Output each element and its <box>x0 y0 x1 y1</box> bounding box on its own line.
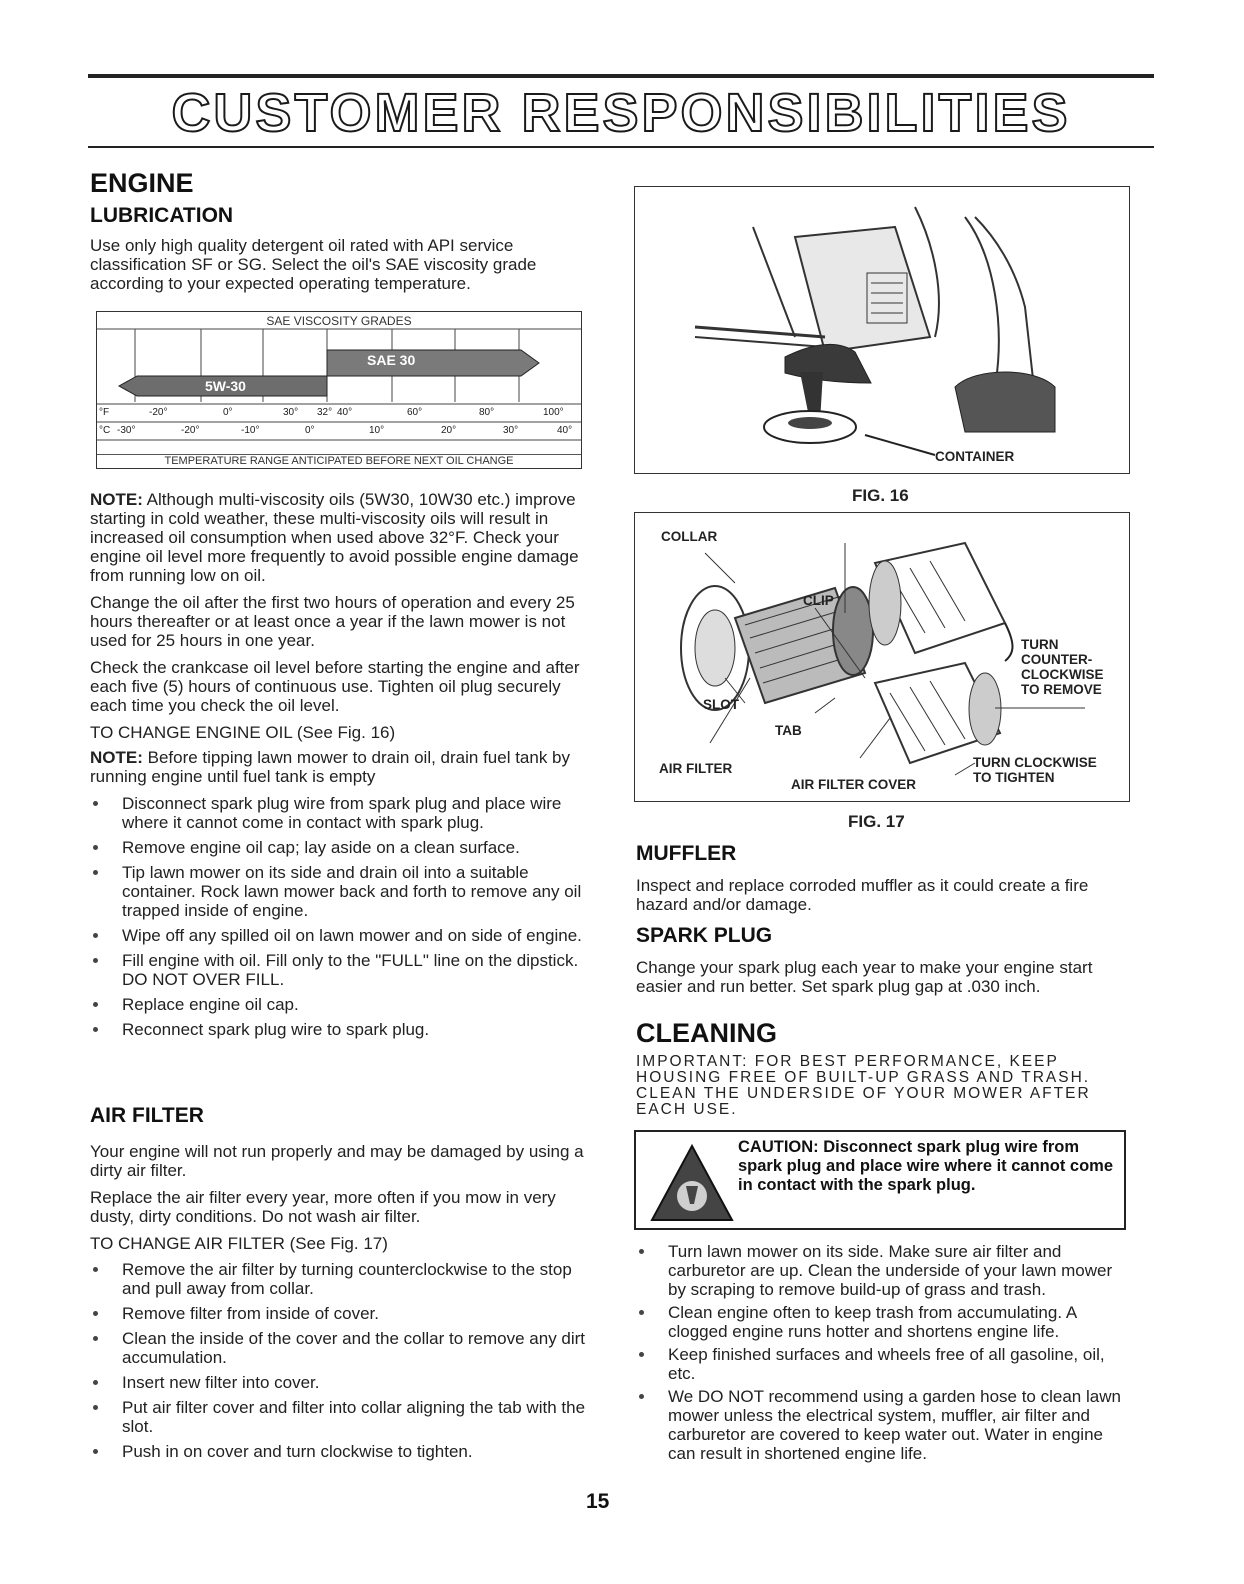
engine-note <box>90 490 588 585</box>
figure-16 <box>634 186 1130 474</box>
oil-drain-illustration <box>635 187 1129 473</box>
f-tick: 32° <box>317 407 333 418</box>
lubrication-intro: Use only high quality detergent oil rated with API service classification SF or SG. Select the oil's SAE viscosity grade according to your expected operating temperature. <box>90 236 537 293</box>
note2-label: NOTE: <box>90 748 143 767</box>
list-item: Remove the air filter by turning counterclockwise to the stop and pull away from collar. <box>90 1260 588 1298</box>
air-filter-para-1: Your engine will not run properly and may be damaged by using a dirty air filter. <box>90 1142 584 1180</box>
viscosity-chart-title: SAE VISCOSITY GRADES <box>266 314 412 328</box>
slot-label: SLOT <box>703 697 739 712</box>
oil-change-steps <box>90 794 588 1039</box>
engine-note-2 <box>90 748 588 786</box>
to-change-oil-heading: TO CHANGE ENGINE OIL (See Fig. 16) <box>90 723 396 742</box>
list-item: Replace engine oil cap. <box>90 995 588 1014</box>
warning-icon <box>650 1142 734 1226</box>
list-item: Fill engine with oil. Fill only to the "FULL" line on the dipstick. DO NOT OVER FILL. <box>90 951 588 989</box>
muffler-text: Inspect and replace corroded muffler as it could create a fire hazard and/or damage. <box>636 876 1089 914</box>
c-tick: 0° <box>305 425 315 436</box>
air-filter-cover-label: AIR FILTER COVER <box>791 777 917 792</box>
c-tick: 40° <box>557 425 573 436</box>
note2-text: Before tipping lawn mower to drain oil, drain fuel tank by running engine until fuel tank is empty <box>90 748 571 786</box>
list-item: Clean engine often to keep trash from accumulating. A clogged engine runs hotter and shortens engine life. <box>636 1303 1132 1341</box>
list-item: Put air filter cover and filter into collar aligning the tab with the slot. <box>90 1398 588 1436</box>
viscosity-chart-footer: TEMPERATURE RANGE ANTICIPATED BEFORE NEXT OIL CHANGE <box>97 454 581 467</box>
list-item: Remove engine oil cap; lay aside on a clean surface. <box>90 838 588 857</box>
figure-17 <box>634 512 1130 802</box>
f-tick: 80° <box>479 407 495 418</box>
list-item: Turn lawn mower on its side. Make sure air filter and carburetor are up. Clean the underside of your lawn mower by scraping to remove build-up of grass and trash. <box>636 1242 1132 1299</box>
engine-section <box>90 168 588 293</box>
cleaning-section <box>636 1018 1132 1118</box>
f-tick: 100° <box>543 407 564 418</box>
page-title: CUSTOMER RESPONSIBILITIES <box>171 83 1071 143</box>
list-item: Reconnect spark plug wire to spark plug. <box>90 1020 588 1039</box>
f-tick: 0° <box>223 407 233 418</box>
list-item: Disconnect spark plug wire from spark plug and place wire where it cannot come in contact with spark plug. <box>90 794 588 832</box>
container-label: CONTAINER <box>935 449 1015 464</box>
f-tick: -20° <box>149 407 168 418</box>
turn-ccw-label: TURN COUNTER- CLOCKWISE TO REMOVE <box>1021 637 1104 697</box>
lubrication-heading: LUBRICATION <box>90 204 234 227</box>
cleaning-steps-section <box>636 1242 1132 1463</box>
air-filter-section <box>90 1104 588 1461</box>
f-tick: 40° <box>337 407 353 418</box>
list-item: Clean the inside of the cover and the collar to remove any dirt accumulation. <box>90 1329 588 1367</box>
clip-label: CLIP <box>803 593 834 608</box>
c-tick: -10° <box>241 425 260 436</box>
turn-cw-label: TURN CLOCKWISE TO TIGHTEN <box>973 755 1097 785</box>
list-item: Push in on cover and turn clockwise to tighten. <box>90 1442 588 1461</box>
note-label: NOTE: <box>90 490 143 509</box>
header-rule-bottom <box>88 146 1154 148</box>
f-tick: 30° <box>283 407 299 418</box>
f-tick: 60° <box>407 407 423 418</box>
to-change-air-filter-heading: TO CHANGE AIR FILTER (See Fig. 17) <box>90 1234 388 1253</box>
c-tick: 20° <box>441 425 457 436</box>
muffler-heading: MUFFLER <box>636 842 737 865</box>
cleaning-steps <box>636 1242 1132 1463</box>
oil-change-interval: Change the oil after the first two hours of operation and every 25 hours thereafter or at least once a year if the lawn mower is not used for 25 hours in one year. <box>90 593 575 650</box>
cleaning-heading: CLEANING <box>636 1018 777 1048</box>
list-item: Remove filter from inside of cover. <box>90 1304 588 1323</box>
list-item: We DO NOT recommend using a garden hose to clean lawn mower unless the electrical system, muffler, air filter and carburetor are covered to keep water out. Water in engine can result in shortened engine life. <box>636 1387 1132 1463</box>
page-number: 15 <box>586 1490 610 1513</box>
sae30-bar <box>327 350 539 376</box>
c-tick: -30° <box>117 425 136 436</box>
cleaning-important: IMPORTANT: FOR BEST PERFORMANCE, KEEP HOUSING FREE OF BUILT-UP GRASS AND TRASH. CLEAN THE UNDERSIDE OF YOUR MOWER AFTER EACH USE. <box>636 1053 1091 1118</box>
engine-heading: ENGINE <box>90 168 194 198</box>
spark-plug-heading: SPARK PLUG <box>636 924 773 947</box>
figure-17-caption: FIG. 17 <box>848 812 905 831</box>
air-filter-para-2: Replace the air filter every year, more often if you mow in very dusty, dirty conditions. Do not wash air filter. <box>90 1188 556 1226</box>
list-item: Keep finished surfaces and wheels free of all gasoline, oil, etc. <box>636 1345 1132 1383</box>
figure-16-caption: FIG. 16 <box>852 486 909 505</box>
collar-label: COLLAR <box>661 529 718 544</box>
engine-notes <box>90 490 588 1039</box>
sae30-bar-label: SAE 30 <box>367 352 416 368</box>
note-text: Although multi-viscosity oils (5W30, 10W30 etc.) improve starting in cold weather, these multi-viscosity oils will result in increased oil consumption when used above 32°F. Check your engine oil level more frequently to avoid possible engine damage from running low on oil. <box>90 490 579 585</box>
viscosity-chart <box>96 311 582 469</box>
air-filter-label: AIR FILTER <box>659 761 733 776</box>
celsius-unit: °C <box>99 425 111 436</box>
tab-label: TAB <box>775 723 802 738</box>
c-tick: -20° <box>181 425 200 436</box>
air-filter-heading: AIR FILTER <box>90 1104 204 1127</box>
list-item: Insert new filter into cover. <box>90 1373 588 1392</box>
c-tick: 30° <box>503 425 519 436</box>
muffler-spark-section <box>636 842 1132 996</box>
list-item: Wipe off any spilled oil on lawn mower and on side of engine. <box>90 926 588 945</box>
5w30-bar-label: 5W-30 <box>205 378 246 394</box>
viscosity-chart-graphic <box>97 312 581 468</box>
air-filter-steps <box>90 1260 588 1461</box>
oil-check-instructions: Check the crankcase oil level before starting the engine and after each five (5) hours of continuous use. Tighten oil plug securely each time you check the oil level. <box>90 658 580 715</box>
caution-box <box>634 1130 1126 1230</box>
caution-text: CAUTION: Disconnect spark plug wire from spark plug and place wire where it cannot come in contact with the spark plug. <box>738 1138 1114 1194</box>
c-tick: 10° <box>369 425 385 436</box>
header-rule-top <box>88 74 1154 78</box>
fahrenheit-unit: °F <box>99 407 110 418</box>
spark-plug-text: Change your spark plug each year to make your engine start easier and run better. Set spark plug gap at .030 inch. <box>636 958 1093 996</box>
list-item: Tip lawn mower on its side and drain oil into a suitable container. Rock lawn mower back and forth to remove any oil trapped inside of engine. <box>90 863 588 920</box>
